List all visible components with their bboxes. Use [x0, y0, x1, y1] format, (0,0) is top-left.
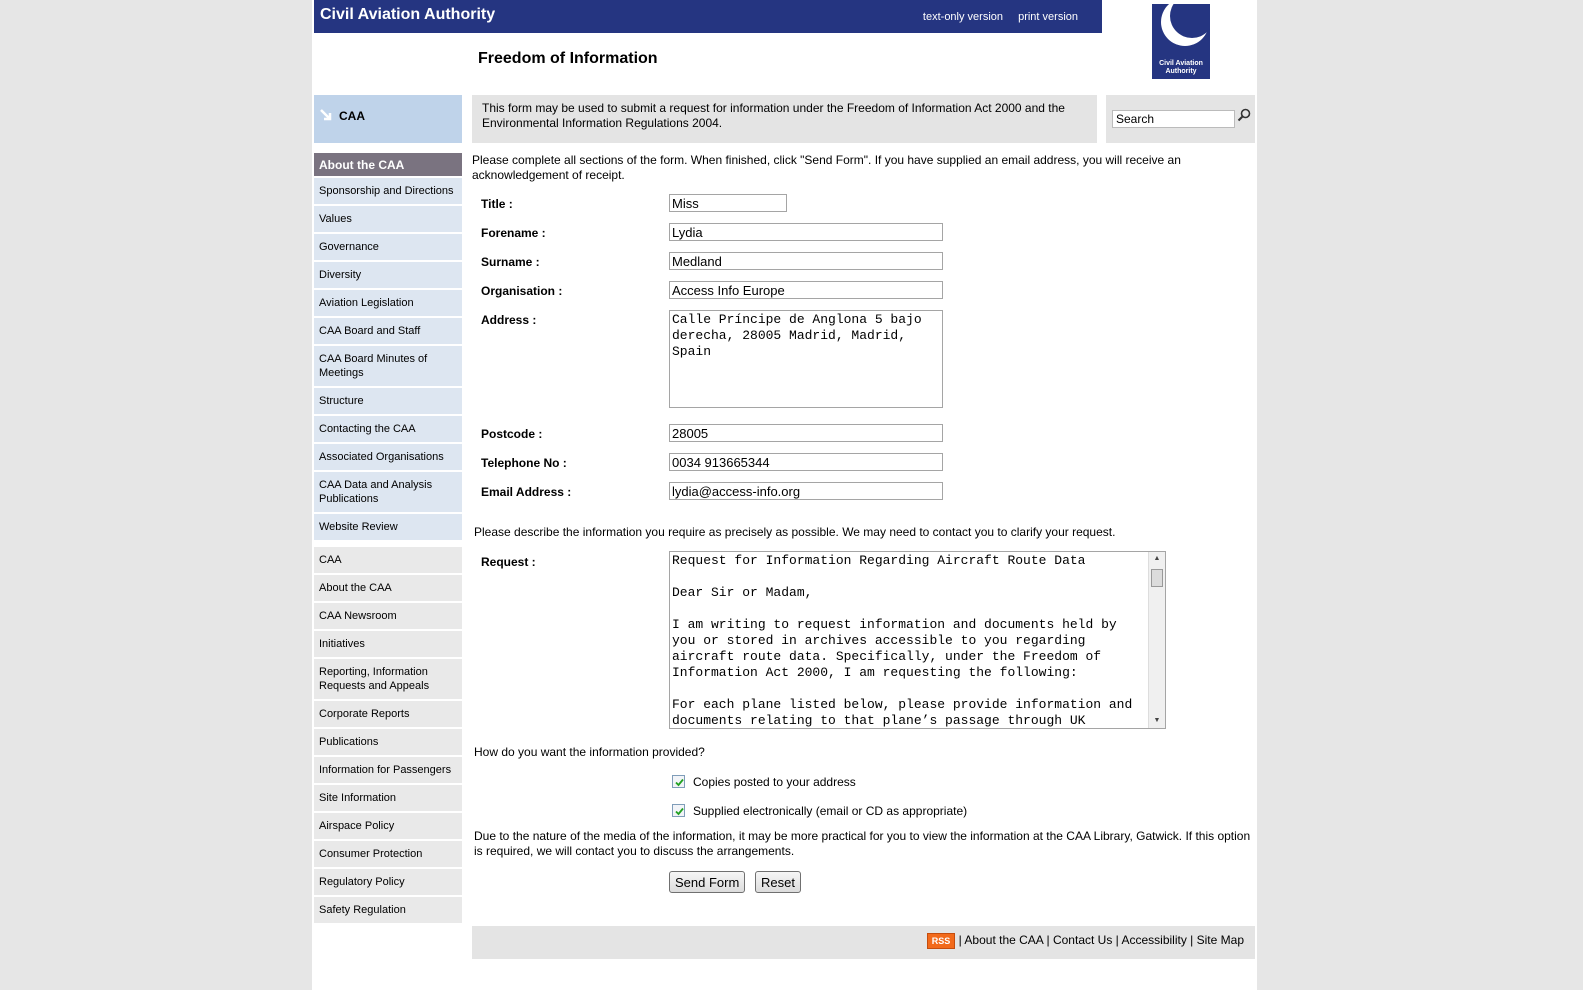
sidebar-item-board-minutes[interactable]: CAA Board Minutes of Meetings: [314, 346, 462, 386]
sidebar-global-nav: [314, 547, 462, 923]
scroll-thumb[interactable]: [1151, 569, 1163, 587]
sidebar-item-safety-regulation[interactable]: Safety Regulation: [314, 897, 462, 923]
sidebar-item-consumer-protection[interactable]: Consumer Protection: [314, 841, 462, 867]
intro-box: This form may be used to submit a request for information under the Freedom of Information Act 2000 and the Environmental Information Regulations 2004.: [472, 95, 1097, 143]
sidebar-item-airspace-policy[interactable]: Airspace Policy: [314, 813, 462, 839]
sidebar-item-newsroom[interactable]: CAA Newsroom: [314, 603, 462, 629]
footer-link-about[interactable]: About the CAA: [964, 933, 1044, 948]
request-scrollbar[interactable]: [1148, 552, 1165, 728]
footer-link-contact[interactable]: Contact Us: [1052, 933, 1113, 948]
request-label: Request :: [481, 555, 536, 569]
checkmark-icon: [674, 777, 685, 788]
email-label: Email Address :: [481, 485, 572, 499]
address-field[interactable]: [669, 310, 943, 408]
address-label: Address :: [481, 313, 537, 327]
page-title: Freedom of Information: [478, 50, 658, 67]
top-links: [911, 11, 1078, 23]
logo-crescent-icon: [1152, 4, 1210, 62]
sidebar-caa-label: CAA: [339, 109, 365, 123]
postcode-label: Postcode :: [481, 427, 543, 441]
option-posted-checkbox[interactable]: [672, 775, 685, 788]
footer-separator: |: [958, 933, 962, 948]
telephone-field[interactable]: [669, 453, 943, 471]
print-version-link[interactable]: print version: [1018, 11, 1078, 23]
option-electronic-label[interactable]: Supplied electronically (email or CD as appropriate): [693, 803, 968, 818]
site-title[interactable]: Civil Aviation Authority: [320, 6, 496, 23]
caa-logo[interactable]: [1152, 4, 1210, 79]
footer-separator: |: [1190, 933, 1194, 948]
footer-separator: |: [1115, 933, 1119, 948]
how-provided-text: How do you want the information provided?: [474, 745, 705, 759]
surname-field[interactable]: [669, 252, 943, 270]
sidebar-item-data-analysis[interactable]: CAA Data and Analysis Publications: [314, 472, 462, 512]
telephone-label: Telephone No :: [481, 456, 567, 470]
option-electronic-checkbox[interactable]: [672, 804, 685, 817]
describe-text: Please describe the information you require as precisely as possible. We may need to contact you to clarify your request.: [474, 525, 1116, 539]
sidebar-nav-list: [314, 178, 462, 540]
search-icon[interactable]: [1237, 108, 1251, 122]
reset-button[interactable]: Reset: [755, 871, 801, 893]
postcode-field[interactable]: [669, 424, 943, 442]
surname-label: Surname :: [481, 255, 540, 269]
request-field-wrapper: [669, 551, 1166, 729]
sidebar: [314, 95, 462, 923]
sidebar-section-head[interactable]: About the CAA: [314, 153, 462, 176]
sidebar-item-initiatives[interactable]: Initiatives: [314, 631, 462, 657]
sidebar-item-about[interactable]: About the CAA: [314, 575, 462, 601]
footer-link-sitemap[interactable]: Site Map: [1196, 933, 1244, 948]
title-label: Title :: [481, 197, 513, 211]
sidebar-item-caa[interactable]: CAA: [314, 547, 462, 573]
sidebar-item-regulatory-policy[interactable]: Regulatory Policy: [314, 869, 462, 895]
title-field[interactable]: [669, 194, 787, 212]
sidebar-item-site-information[interactable]: Site Information: [314, 785, 462, 811]
sidebar-item-sponsorship[interactable]: Sponsorship and Directions: [314, 178, 462, 204]
forename-field[interactable]: [669, 223, 943, 241]
send-form-button[interactable]: Send Form: [669, 871, 745, 893]
sidebar-item-aviation-legislation[interactable]: Aviation Legislation: [314, 290, 462, 316]
organisation-field[interactable]: [669, 281, 943, 299]
sidebar-item-diversity[interactable]: Diversity: [314, 262, 462, 288]
forename-label: Forename :: [481, 226, 546, 240]
footer-separator: |: [1046, 933, 1050, 948]
rss-icon[interactable]: RSS: [927, 933, 956, 949]
scroll-down-icon[interactable]: ▼: [1153, 717, 1161, 724]
sidebar-item-contacting[interactable]: Contacting the CAA: [314, 416, 462, 442]
option-posted-label[interactable]: Copies posted to your address: [693, 774, 856, 789]
email-field[interactable]: [669, 482, 943, 500]
sidebar-item-reporting[interactable]: Reporting, Information Requests and Appeals: [314, 659, 462, 699]
option-posted-row: [672, 774, 856, 789]
sidebar-caa-home[interactable]: [314, 95, 462, 143]
organisation-label: Organisation :: [481, 284, 563, 298]
library-note: Due to the nature of the media of the information, it may be more practical for you to view the information at the CAA Library, Gatwick. If this option is required, we will contact you to discuss the arrangements.: [474, 829, 1251, 858]
logo-line-2: Authority: [1165, 68, 1197, 75]
footer-links: [927, 933, 1244, 949]
sidebar-item-passengers[interactable]: Information for Passengers: [314, 757, 462, 783]
sidebar-item-governance[interactable]: Governance: [314, 234, 462, 260]
footer: [472, 926, 1255, 959]
sidebar-item-website-review[interactable]: Website Review: [314, 514, 462, 540]
search-box: [1106, 95, 1255, 143]
form-instructions: Please complete all sections of the form. When finished, click "Send Form". If you have supplied an email address, you will receive an acknowledgement of receipt.: [472, 153, 1181, 182]
page: [312, 0, 1257, 990]
checkmark-icon: [674, 806, 685, 817]
sidebar-item-associated-orgs[interactable]: Associated Organisations: [314, 444, 462, 470]
sidebar-item-corporate-reports[interactable]: Corporate Reports: [314, 701, 462, 727]
sidebar-item-structure[interactable]: Structure: [314, 388, 462, 414]
request-field[interactable]: [670, 552, 1149, 728]
logo-line-1: Civil Aviation: [1159, 60, 1203, 67]
sidebar-item-values[interactable]: Values: [314, 206, 462, 232]
scroll-up-icon[interactable]: ▲: [1153, 555, 1161, 562]
top-bar: [314, 0, 1102, 33]
footer-link-accessibility[interactable]: Accessibility: [1121, 933, 1187, 948]
text-only-link[interactable]: text-only version: [922, 11, 1004, 23]
logo-text: [1152, 60, 1210, 76]
sidebar-item-publications[interactable]: Publications: [314, 729, 462, 755]
sidebar-item-board-staff[interactable]: CAA Board and Staff: [314, 318, 462, 344]
arrow-down-right-icon: [319, 108, 333, 122]
search-input[interactable]: [1112, 110, 1235, 128]
option-electronic-row: [672, 803, 967, 818]
